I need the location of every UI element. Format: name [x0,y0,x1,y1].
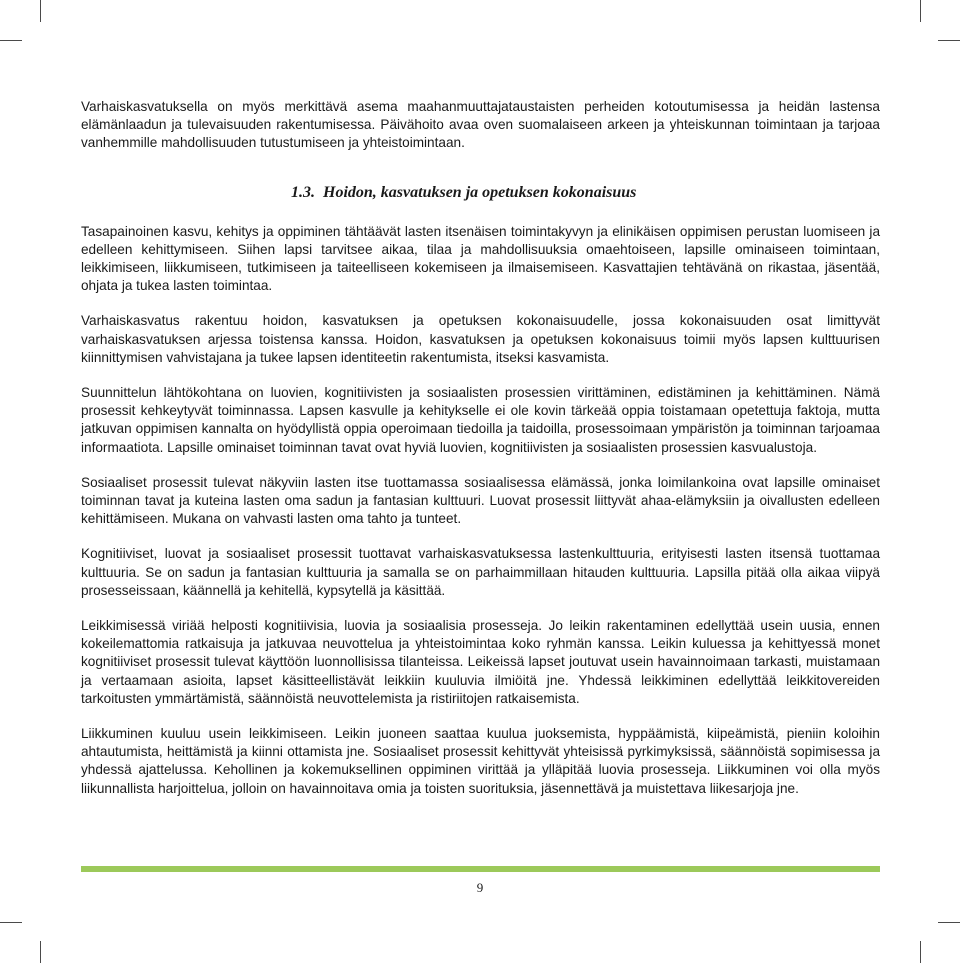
crop-mark-right-top [938,40,960,41]
page-body [81,98,880,815]
crop-mark-bottom-right [920,941,921,963]
intro-paragraph: Varhaiskasvatuksella on myös merkittävä asema maahanmuuttajataustaisten perheiden kotoutumisessa ja heidän lastensa elämänlaadun ja tulevaisuuden rakentumisessa. Päivähoito avaa oven suomalaiseen arkeen ja yhteiskunnan toimintaan ja tarjoaa vanhemmille mahdollisuuden tutustumiseen ja yhteistoimintaan. [81,99,880,151]
crop-mark-left-bottom [0,922,22,923]
section-title: Hoidon, kasvatuksen ja opetuksen kokonaisuus [323,183,637,201]
paragraph-3: Suunnittelun lähtökohtana on luovien, kognitiivisten ja sosiaalisten prosessien virittäminen, edistäminen ja kehittäminen. Nämä prosessit kehkeytyvät toiminnassa. Lapsen kasvulle ja kehitykselle ei ole kovin tärkeää oppia toistamaan opetettuja faktoja, mutta jatkuvan oppimisen kannalta on hyödyllistä oppia operoimaan tiedoilla ja taidoilla, prosessoimaan ympäristön ja toiminnan tarjoamaa informaatiota. Lapsille ominaiset toiminnan tavat ovat hyviä luovien, kognitiivisten ja sosiaalisten prosessien kasvualustoja. [81,385,880,455]
paragraph-1: Tasapainoinen kasvu, kehitys ja oppiminen tähtäävät lasten itsenäisen toimintakyvyn ja elinikäisen oppimisen perustan luomiseen ja edelleen kehittymiseen. Siihen lapsi tarvitsee aikaa, tilaa ja mahdollisuuksia omaehtoiseen, lapsille ominaiseen toimintaan, leikkimiseen, liikkumiseen, tutkimiseen ja taiteelliseen kokemiseen ja ilmaisemiseen. Kasvattajien tehtävänä on rikastaa, jäsentää, ohjata ja tukea lasten toimintaa. [81,223,880,294]
section-number: 1.3. [291,183,315,201]
crop-mark-top-right [920,0,921,22]
crop-mark-top-left [40,0,41,22]
paragraph-5: Kognitiiviset, luovat ja sosiaaliset prosessit tuottavat varhaiskasvatuksessa lastenkulttuuria, erityisesti lasten itsensä tuottamaa kulttuuria. Se on sadun ja fantasian kulttuuria ja samalla se on parhaimmillaan hitauden kulttuuria. Lapsilla pitää olla aikaa viipyä prosesseissaan, käännellä ja kehitellä, kypsytellä ja käsittää. [81,546,880,598]
crop-mark-left-top [0,40,22,41]
footer-rule [81,866,880,872]
paragraph-4: Sosiaaliset prosessit tulevat näkyviin lasten itse tuottamassa sosiaalisessa elämässä, jonka loimilankoina ovat lapsille ominaiset toiminnan tavat ja kuteina lasten oma sadun ja fantasian kulttuuri. Luovat prosessit liittyvät ahaa-elämyksiin ja oivallusten edelleen kehittämiseen. Mukana on vahvasti lasten oma tahto ja tunteet. [81,474,880,527]
page-number: 9 [476,880,484,895]
paragraph-2: Varhaiskasvatus rakentuu hoidon, kasvatuksen ja opetuksen kokonaisuudelle, jossa kokonaisuuden osat limittyvät varhaiskasvatuksen arjessa toistensa kanssa. Hoidon, kasvatuksen ja opetuksen kokonaisuus toimii myös lapsen kulttuurisen kiinnittymisen vahvistajana ja tukee lapsen identiteetin rakentumista, itseksi kasvamista. [81,313,880,365]
paragraph-6: Leikkimisessä viriää helposti kognitiivisia, luovia ja sosiaalisia prosesseja. Jo leikin rakentaminen edellyttää usein uusia, ennen kokeilemattomia ratkaisuja ja jatkuvaa neuvottelua ja yhteistoimintaa koko ryhmän kanssa. Leikin kuluessa ja kehittyessä monet kognitiiviset prosessit tulevat käyttöön luonnollisissa tilanteissa. Leikeissä lapset joutuvat usein havainnoimaan tarkasti, muistamaan ja vertaamaan asioita, lapset käsitteellistävät leikkiin kuuluvia ilmiöitä jne. Yhdessä leikkiminen edellyttää leikkitovereiden tarkoitusten ymmärtämistä, säännöistä neuvottelemista ja ristiriitojen ratkaisemista. [81,618,880,706]
crop-mark-right-bottom [938,922,960,923]
crop-mark-bottom-left [40,941,41,963]
section-heading [81,183,880,203]
paragraph-7: Liikkuminen kuuluu usein leikkimiseen. Leikin juoneen saattaa kuulua juoksemista, hyppäämistä, kiipeämistä, pieniin koloihin ahtautumista, heittämistä ja kiinni ottamista jne. Sosiaaliset prosessit kehittyvät yhteisissä pyrkimyksissä, säännöistä sopimisessa ja yhdessä ajattelussa. Kehollinen ja kokemuksellinen oppiminen virittää ja ylläpitää luovia prosesseja. Liikkuminen voi olla myös liikunnallista harjoittelua, jolloin on havainnoitava omia ja toisten suorituksia, jäsennettävä ja muistettava liikesarjoja jne. [81,726,880,796]
